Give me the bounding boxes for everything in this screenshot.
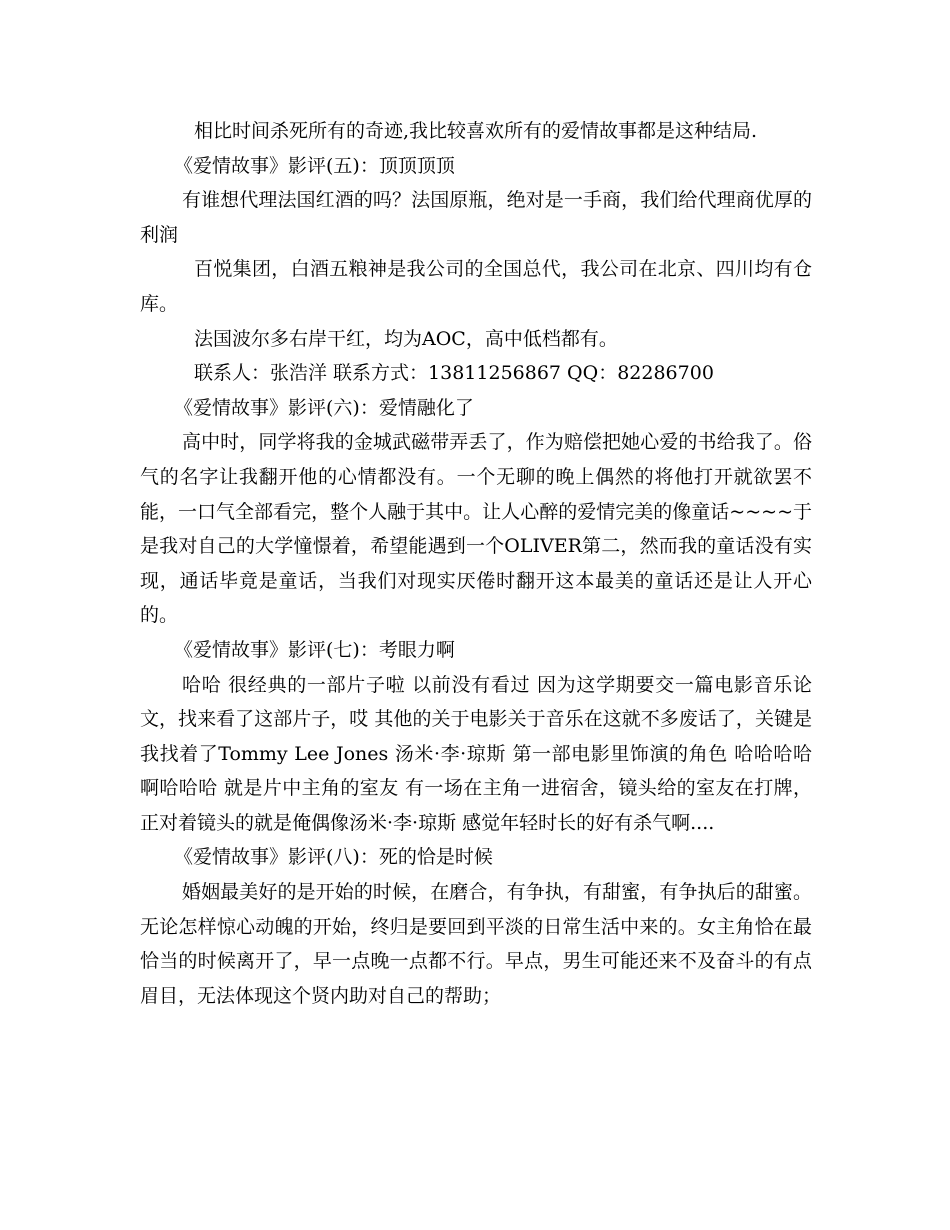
paragraph-review-7: 哈哈 很经典的一部片子啦 以前没有看过 因为这学期要交一篇电影音乐论文，找来看了这部片子，哎 其他的关于电影关于音乐在这就不多废话了，关键是我找着了Tommy Lee Jones 汤米·李·琼斯 第一部电影里饰演的角色 哈哈哈哈啊哈哈哈 就是片中主角的室友 有一场在主角一进宿舍，镜头给的室友在打牌，正对着镜头的就是俺偶像汤米·李·琼斯 感觉年轻时长的好有杀气啊.... [140,673,812,834]
paragraph-wine-ad: 有谁想代理法国红酒的吗？法国原瓶，绝对是一手商，我们给代理商优厚的利润 [140,189,812,246]
paragraph-contact: 联系人：张浩洋 联系方式：13811256867 QQ：82286700 [194,362,714,385]
paragraph-company: 百悦集团，白酒五粮神是我公司的全国总代，我公司在北京、四川均有仓库。 [140,258,812,315]
section-heading-8: 《爱情故事》影评(八)：死的恰是时候 [174,846,493,869]
section-heading-6: 《爱情故事》影评(六)：爱情融化了 [174,396,474,419]
section-heading-7: 《爱情故事》影评(七)：考眼力啊 [174,638,455,661]
paragraph-review-6: 高中时，同学将我的金城武磁带弄丢了，作为赔偿把她心爱的书给我了。俗气的名字让我翻开他的心情都没有。一个无聊的晚上偶然的将他打开就欲罢不能，一口气全部看完，整个人融于其中。让人心醉的爱情完美的像童话~~~~于是我对自己的大学憧憬着，希望能遇到一个OLIVER第二，然而我的童话没有实现，通话毕竟是童话，当我们对现实厌倦时翻开这本最美的童话还是让人开心的。 [140,431,812,627]
paragraph-intro: 相比时间杀死所有的奇迹,我比较喜欢所有的爱情故事都是这种结局. [194,120,758,142]
section-heading-5: 《爱情故事》影评(五)：顶顶顶顶 [174,154,455,177]
paragraph-review-8: 婚姻最美好的是开始的时候，在磨合，有争执，有甜蜜，有争执后的甜蜜。无论怎样惊心动魄的开始，终归是要回到平淡的日常生活中来的。女主角恰在最恰当的时候离开了，早一点晚一点都不行。早点，男生可能还来不及奋斗的有点眉目，无法体现这个贤内助对自己的帮助； [140,881,812,1007]
paragraph-wine-grade: 法国波尔多右岸干红，均为AOC，高中低档都有。 [194,327,618,350]
document-body [140,114,812,1013]
